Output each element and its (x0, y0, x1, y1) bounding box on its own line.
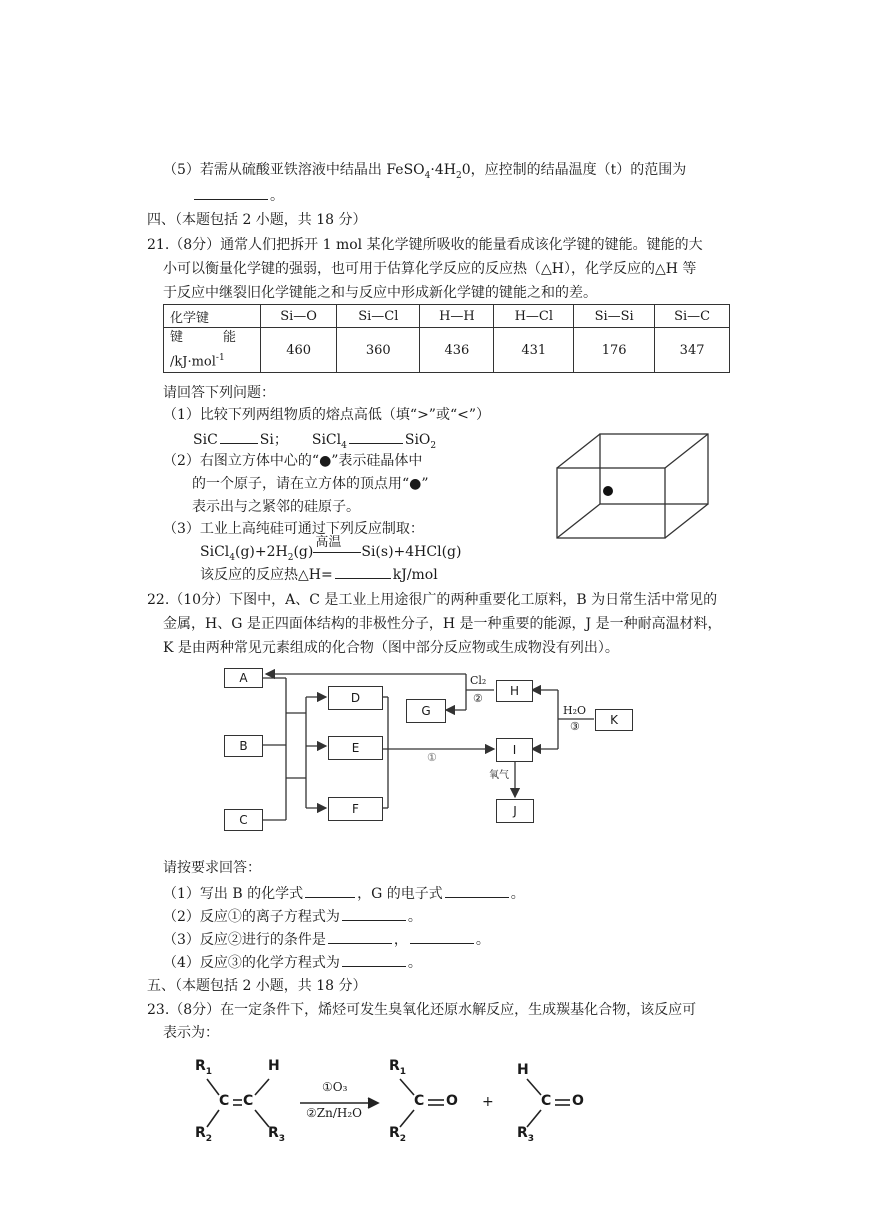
q22-part-2: （2）反应①的离子方程式为 。 (163, 906, 422, 927)
table-header-cell: Si—Si (574, 305, 655, 328)
box-a: A (224, 668, 263, 688)
product1-o: O (446, 1093, 458, 1109)
reaction-arrow (313, 535, 361, 559)
answer-blank[interactable] (220, 429, 258, 444)
q21-part-3-heat: 该反应的反应热△H= kJ/mol (200, 564, 438, 585)
table-header-cell: Si—Cl (337, 305, 420, 328)
answer-blank[interactable] (335, 564, 391, 579)
reactant-h: H (268, 1058, 280, 1074)
box-e: E (328, 736, 383, 760)
box-i: I (496, 738, 533, 762)
q22-line-1: 22.（10分）下图中，A、C 是工业上用途很广的两种重要化工原料，B 为日常生活中常见的 (147, 592, 718, 608)
box-f: F (328, 797, 383, 821)
answer-blank[interactable] (349, 429, 403, 444)
table-cell: 460 (261, 328, 337, 373)
product1-c: C (414, 1093, 425, 1109)
section-4-heading: 四、（本题包括 2 小题，共 18 分） (147, 212, 367, 228)
table-header-label: 化学键 (164, 305, 261, 328)
box-k: K (595, 709, 633, 731)
box-b: B (224, 735, 263, 757)
answer-blank[interactable] (305, 883, 355, 898)
reactant-r2: $R_2$ (195, 1125, 213, 1144)
answer-blank[interactable] (445, 883, 509, 898)
table-row (164, 328, 730, 373)
answer-blank[interactable] (410, 929, 474, 944)
q23-line-1: 23.（8分）在一定条件下，烯烃可发生臭氧化还原水解反应，生成羰基化合物，该反应可 (147, 1002, 697, 1018)
center-atom-dot (603, 486, 613, 496)
q20-5-line: （5）若需从硫酸亚铁溶液中结晶出 $FeSO_4\cdot 4H_20$，应控制的结晶温度（t）的范围为 (163, 162, 687, 181)
table-cell: 176 (574, 328, 655, 373)
table-cell: 436 (420, 328, 494, 373)
box-c: C (224, 809, 263, 831)
q21-part-2-line-1: （2）右图立方体中心的“●”表示硅晶体中 (163, 453, 423, 469)
q21-line-1: 21.（8分）通常人们把拆开 1 mol 某化学键所吸收的能量看成该化学键的键能。键能的大 (147, 237, 703, 253)
q22-part-4: （4）反应③的化学方程式为 。 (163, 952, 422, 973)
table-header-cell: H—H (420, 305, 494, 328)
q22-prompt: 请按要求回答： (163, 860, 261, 876)
cube-back-face (600, 434, 708, 504)
product1-r2: $R_2$ (389, 1125, 407, 1144)
label-cl2: Cl₂ (470, 674, 487, 687)
q21-line-3: 于反应中继裂旧化学键能之和与反应中形成新化学键的键能之和的差。 (163, 285, 597, 301)
answer-blank[interactable] (194, 185, 268, 200)
plus-sign: + (482, 1094, 494, 1110)
q21-part-1: （1）比较下列两组物质的熔点高低（填“>”或“<”） (163, 407, 490, 423)
q22-part-1: （1）写出 B 的化学式 ，G 的电子式 。 (163, 883, 525, 904)
condition-zinc-water: ②Zn/H₂O (306, 1106, 362, 1120)
table-header-cell: Si—O (261, 305, 337, 328)
q22-line-3: K 是由两种常见元素组成的化合物（图中部分反应物或生成物没有列出）。 (163, 640, 619, 656)
label-reaction-3: ③ (570, 720, 580, 733)
q21-part-2-line-2: 的一个原子，请在立方体的顶点用“●” (192, 476, 429, 492)
q21-part-2-line-3: 表示出与之紧邻的硅原子。 (192, 499, 360, 515)
bond-energy-table (163, 304, 730, 373)
condition-ozone: ①O₃ (322, 1080, 348, 1094)
product2-h: H (517, 1062, 529, 1078)
table-header-row (164, 305, 730, 328)
label-reaction-2: ② (473, 692, 483, 705)
section-5-heading: 五、（本题包括 2 小题，共 18 分） (147, 978, 367, 994)
label-reaction-1: ① (427, 751, 437, 764)
q21-part-1-answers: SiC Si； SiCl$_4$ SiO$_2$ (193, 429, 436, 456)
table-header-cell: Si—C (655, 305, 730, 328)
reactant-c2: C (243, 1093, 254, 1109)
label-oxygen: 氧气 (489, 770, 509, 781)
label-h2o: H₂O (563, 704, 587, 717)
box-d: D (328, 686, 383, 710)
q21-part-3-line-1: （3）工业上高纯硅可通过下列反应制取： (163, 521, 424, 537)
q22-line-2: 金属，H、G 是正四面体结构的非极性分子，H 是一种重要的能源，J 是一种耐高温材料， (163, 616, 722, 632)
table-cell: 347 (655, 328, 730, 373)
silicon-equation: $SiCl_4(g)+2H_2(g)$ 高温 Si(s)+4HCl(g) (200, 535, 462, 563)
table-row-label: 键 能 /kJ·mol$^{-1}$ (164, 328, 261, 373)
cube-edges (557, 434, 708, 538)
answer-blank[interactable] (328, 929, 392, 944)
reaction-condition: 高温 (315, 535, 342, 550)
product2-o: O (572, 1093, 584, 1109)
product2-r3: $R_3$ (517, 1125, 535, 1144)
q22-part-3: （3）反应②进行的条件是 ， 。 (163, 929, 490, 950)
product1-r1: $R_1$ (389, 1058, 407, 1077)
q20-5-text-a: （5）若需从硫酸亚铁溶液中结晶出 FeSO (163, 162, 425, 178)
answer-blank[interactable] (342, 952, 406, 967)
q20-5-answer-line: 。 (192, 185, 284, 206)
reactant-r1: $R_1$ (195, 1058, 213, 1077)
product2-c: C (541, 1093, 552, 1109)
box-g: G (406, 699, 446, 723)
answer-blank[interactable] (342, 906, 406, 921)
q23-line-2: 表示为： (163, 1025, 219, 1041)
table-header-cell: H—Cl (494, 305, 574, 328)
table-cell: 360 (337, 328, 420, 373)
box-h: H (496, 680, 533, 702)
cube-front-face (557, 468, 665, 538)
reactant-c1: C (219, 1093, 230, 1109)
q21-prompt: 请回答下列问题： (163, 385, 275, 401)
box-j: J (496, 799, 534, 823)
q21-line-2: 小可以衡量化学键的强弱，也可用于估算化学反应的反应热（△H），化学反应的△H 等 (163, 261, 697, 277)
reactant-r3: $R_3$ (268, 1125, 286, 1144)
table-cell: 431 (494, 328, 574, 373)
